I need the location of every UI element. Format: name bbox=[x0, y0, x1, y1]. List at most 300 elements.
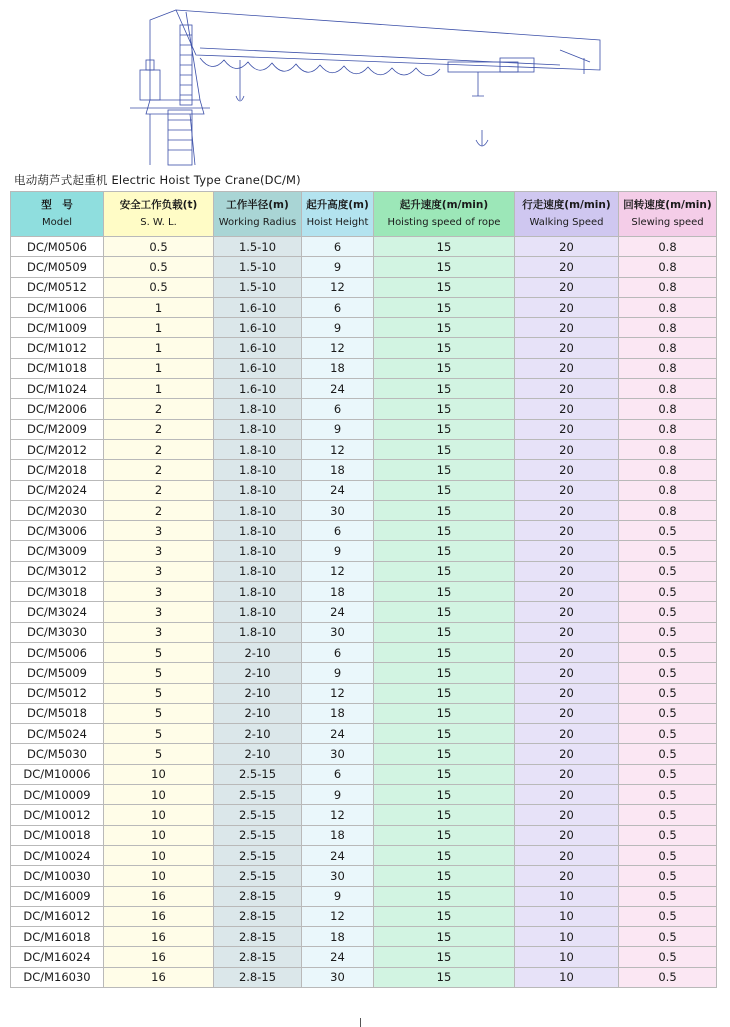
cell-model: DC/M0506 bbox=[11, 237, 104, 257]
cell-walking-speed: 20 bbox=[515, 866, 619, 886]
cell-working-radius: 1.8-10 bbox=[214, 439, 302, 459]
cell-walking-speed: 10 bbox=[515, 906, 619, 926]
cell-hoist-height: 18 bbox=[302, 358, 374, 378]
cell-model: DC/M5009 bbox=[11, 663, 104, 683]
cell-model: DC/M2024 bbox=[11, 480, 104, 500]
cell-hoisting-speed: 15 bbox=[374, 825, 515, 845]
cell-slewing-speed: 0.5 bbox=[619, 845, 717, 865]
cell-swl: 10 bbox=[104, 764, 214, 784]
cell-working-radius: 1.5-10 bbox=[214, 277, 302, 297]
cell-hoisting-speed: 15 bbox=[374, 845, 515, 865]
cell-walking-speed: 20 bbox=[515, 622, 619, 642]
table-row bbox=[11, 399, 717, 419]
cell-working-radius: 1.8-10 bbox=[214, 602, 302, 622]
cell-working-radius: 1.8-10 bbox=[214, 500, 302, 520]
cell-model: DC/M10012 bbox=[11, 805, 104, 825]
cell-hoist-height: 9 bbox=[302, 886, 374, 906]
cell-hoisting-speed: 15 bbox=[374, 967, 515, 987]
table-row bbox=[11, 237, 717, 257]
cell-model: DC/M3009 bbox=[11, 541, 104, 561]
cell-hoist-height: 9 bbox=[302, 541, 374, 561]
cell-hoist-height: 30 bbox=[302, 967, 374, 987]
cell-swl: 5 bbox=[104, 744, 214, 764]
cell-hoisting-speed: 15 bbox=[374, 866, 515, 886]
cell-working-radius: 2.5-15 bbox=[214, 785, 302, 805]
cell-model: DC/M2030 bbox=[11, 500, 104, 520]
cell-model: DC/M3018 bbox=[11, 582, 104, 602]
cell-slewing-speed: 0.8 bbox=[619, 379, 717, 399]
cell-swl: 1 bbox=[104, 297, 214, 317]
cell-walking-speed: 20 bbox=[515, 683, 619, 703]
cell-model: DC/M16018 bbox=[11, 927, 104, 947]
cell-working-radius: 2-10 bbox=[214, 683, 302, 703]
cell-working-radius: 2.5-15 bbox=[214, 825, 302, 845]
table-row bbox=[11, 744, 717, 764]
cell-hoist-height: 12 bbox=[302, 439, 374, 459]
cell-working-radius: 2.5-15 bbox=[214, 805, 302, 825]
cell-swl: 1 bbox=[104, 318, 214, 338]
table-row bbox=[11, 663, 717, 683]
table-row bbox=[11, 602, 717, 622]
cell-model: DC/M16030 bbox=[11, 967, 104, 987]
cell-hoisting-speed: 15 bbox=[374, 703, 515, 723]
cell-model: DC/M1018 bbox=[11, 358, 104, 378]
cell-working-radius: 2.8-15 bbox=[214, 906, 302, 926]
cell-walking-speed: 20 bbox=[515, 237, 619, 257]
cell-swl: 0.5 bbox=[104, 237, 214, 257]
cell-working-radius: 1.8-10 bbox=[214, 460, 302, 480]
cell-swl: 1 bbox=[104, 338, 214, 358]
cell-working-radius: 2.5-15 bbox=[214, 764, 302, 784]
cell-hoist-height: 6 bbox=[302, 521, 374, 541]
cell-walking-speed: 20 bbox=[515, 379, 619, 399]
cell-swl: 10 bbox=[104, 866, 214, 886]
cell-hoisting-speed: 15 bbox=[374, 906, 515, 926]
cell-hoist-height: 6 bbox=[302, 399, 374, 419]
cell-hoist-height: 6 bbox=[302, 237, 374, 257]
cell-hoist-height: 12 bbox=[302, 805, 374, 825]
cell-hoisting-speed: 15 bbox=[374, 297, 515, 317]
cell-model: DC/M3012 bbox=[11, 561, 104, 581]
cell-model: DC/M10030 bbox=[11, 866, 104, 886]
cell-model: DC/M10009 bbox=[11, 785, 104, 805]
cell-walking-speed: 10 bbox=[515, 947, 619, 967]
cell-working-radius: 1.8-10 bbox=[214, 521, 302, 541]
cell-model: DC/M5018 bbox=[11, 703, 104, 723]
cell-hoisting-speed: 15 bbox=[374, 358, 515, 378]
cell-swl: 2 bbox=[104, 439, 214, 459]
cell-walking-speed: 20 bbox=[515, 785, 619, 805]
cell-hoisting-speed: 15 bbox=[374, 663, 515, 683]
cell-walking-speed: 20 bbox=[515, 439, 619, 459]
cell-slewing-speed: 0.8 bbox=[619, 439, 717, 459]
cell-hoisting-speed: 15 bbox=[374, 439, 515, 459]
cell-hoist-height: 12 bbox=[302, 277, 374, 297]
spec-table bbox=[10, 191, 717, 988]
cell-working-radius: 2-10 bbox=[214, 642, 302, 662]
cell-swl: 5 bbox=[104, 683, 214, 703]
cell-model: DC/M1009 bbox=[11, 318, 104, 338]
crane-drawing bbox=[0, 0, 730, 170]
cell-swl: 0.5 bbox=[104, 257, 214, 277]
table-row bbox=[11, 845, 717, 865]
cell-hoisting-speed: 15 bbox=[374, 500, 515, 520]
cell-model: DC/M0509 bbox=[11, 257, 104, 277]
cell-model: DC/M2012 bbox=[11, 439, 104, 459]
cell-working-radius: 2.5-15 bbox=[214, 866, 302, 886]
cell-hoisting-speed: 15 bbox=[374, 683, 515, 703]
cell-walking-speed: 20 bbox=[515, 724, 619, 744]
cell-hoist-height: 24 bbox=[302, 845, 374, 865]
cell-working-radius: 2.8-15 bbox=[214, 947, 302, 967]
table-row bbox=[11, 541, 717, 561]
cell-working-radius: 1.6-10 bbox=[214, 379, 302, 399]
cell-working-radius: 2.5-15 bbox=[214, 845, 302, 865]
cell-hoist-height: 30 bbox=[302, 744, 374, 764]
cell-slewing-speed: 0.5 bbox=[619, 561, 717, 581]
cell-slewing-speed: 0.5 bbox=[619, 886, 717, 906]
cell-swl: 2 bbox=[104, 399, 214, 419]
cell-working-radius: 1.8-10 bbox=[214, 622, 302, 642]
cell-swl: 5 bbox=[104, 724, 214, 744]
cell-hoisting-speed: 15 bbox=[374, 277, 515, 297]
cell-working-radius: 2-10 bbox=[214, 663, 302, 683]
cell-working-radius: 2-10 bbox=[214, 724, 302, 744]
cell-hoist-height: 6 bbox=[302, 764, 374, 784]
table-row bbox=[11, 825, 717, 845]
cell-hoisting-speed: 15 bbox=[374, 785, 515, 805]
table-row bbox=[11, 805, 717, 825]
cell-walking-speed: 20 bbox=[515, 460, 619, 480]
cell-slewing-speed: 0.5 bbox=[619, 724, 717, 744]
header-working-radius: 工作半径(m) Working Radius bbox=[214, 192, 302, 237]
table-row bbox=[11, 886, 717, 906]
table-row bbox=[11, 561, 717, 581]
cell-model: DC/M2009 bbox=[11, 419, 104, 439]
cell-walking-speed: 20 bbox=[515, 338, 619, 358]
cell-hoisting-speed: 15 bbox=[374, 460, 515, 480]
cell-walking-speed: 10 bbox=[515, 927, 619, 947]
cell-swl: 16 bbox=[104, 906, 214, 926]
cell-swl: 2 bbox=[104, 419, 214, 439]
cell-working-radius: 1.6-10 bbox=[214, 358, 302, 378]
cell-model: DC/M3030 bbox=[11, 622, 104, 642]
cell-hoisting-speed: 15 bbox=[374, 642, 515, 662]
table-row bbox=[11, 967, 717, 987]
cell-hoist-height: 24 bbox=[302, 379, 374, 399]
cell-walking-speed: 20 bbox=[515, 845, 619, 865]
cell-walking-speed: 20 bbox=[515, 663, 619, 683]
cell-hoist-height: 12 bbox=[302, 906, 374, 926]
cell-hoisting-speed: 15 bbox=[374, 947, 515, 967]
cell-working-radius: 1.8-10 bbox=[214, 399, 302, 419]
cell-walking-speed: 20 bbox=[515, 764, 619, 784]
cell-working-radius: 1.5-10 bbox=[214, 257, 302, 277]
cell-hoist-height: 30 bbox=[302, 500, 374, 520]
cell-hoist-height: 12 bbox=[302, 683, 374, 703]
cell-hoist-height: 18 bbox=[302, 582, 374, 602]
page-divider-tick bbox=[360, 1018, 361, 1027]
cell-hoist-height: 24 bbox=[302, 724, 374, 744]
cell-model: DC/M10018 bbox=[11, 825, 104, 845]
cell-swl: 10 bbox=[104, 805, 214, 825]
cell-working-radius: 2-10 bbox=[214, 744, 302, 764]
cell-slewing-speed: 0.5 bbox=[619, 683, 717, 703]
cell-model: DC/M16009 bbox=[11, 886, 104, 906]
cell-walking-speed: 20 bbox=[515, 318, 619, 338]
table-row bbox=[11, 521, 717, 541]
cell-hoisting-speed: 15 bbox=[374, 582, 515, 602]
cell-hoist-height: 30 bbox=[302, 622, 374, 642]
cell-slewing-speed: 0.8 bbox=[619, 237, 717, 257]
table-row bbox=[11, 338, 717, 358]
cell-working-radius: 1.5-10 bbox=[214, 237, 302, 257]
cell-slewing-speed: 0.5 bbox=[619, 785, 717, 805]
cell-hoisting-speed: 15 bbox=[374, 744, 515, 764]
cell-hoist-height: 12 bbox=[302, 561, 374, 581]
spec-table-body bbox=[11, 237, 717, 988]
cell-working-radius: 1.6-10 bbox=[214, 297, 302, 317]
cell-slewing-speed: 0.5 bbox=[619, 825, 717, 845]
table-row bbox=[11, 582, 717, 602]
table-row bbox=[11, 764, 717, 784]
table-row bbox=[11, 460, 717, 480]
cell-swl: 2 bbox=[104, 480, 214, 500]
cell-walking-speed: 20 bbox=[515, 582, 619, 602]
cell-swl: 2 bbox=[104, 460, 214, 480]
cell-walking-speed: 20 bbox=[515, 602, 619, 622]
cell-slewing-speed: 0.8 bbox=[619, 480, 717, 500]
cell-walking-speed: 20 bbox=[515, 825, 619, 845]
cell-slewing-speed: 0.8 bbox=[619, 297, 717, 317]
cell-hoist-height: 24 bbox=[302, 602, 374, 622]
cell-hoisting-speed: 15 bbox=[374, 805, 515, 825]
table-row bbox=[11, 480, 717, 500]
table-row bbox=[11, 318, 717, 338]
cell-model: DC/M0512 bbox=[11, 277, 104, 297]
cell-working-radius: 1.8-10 bbox=[214, 419, 302, 439]
cell-hoisting-speed: 15 bbox=[374, 541, 515, 561]
cell-hoisting-speed: 15 bbox=[374, 257, 515, 277]
cell-swl: 3 bbox=[104, 561, 214, 581]
cell-walking-speed: 20 bbox=[515, 805, 619, 825]
cell-hoist-height: 9 bbox=[302, 785, 374, 805]
cell-walking-speed: 20 bbox=[515, 642, 619, 662]
cell-slewing-speed: 0.5 bbox=[619, 642, 717, 662]
cell-walking-speed: 20 bbox=[515, 744, 619, 764]
cell-hoist-height: 6 bbox=[302, 297, 374, 317]
table-row bbox=[11, 257, 717, 277]
cell-hoisting-speed: 15 bbox=[374, 318, 515, 338]
cell-hoisting-speed: 15 bbox=[374, 237, 515, 257]
cell-slewing-speed: 0.8 bbox=[619, 399, 717, 419]
cell-slewing-speed: 0.5 bbox=[619, 541, 717, 561]
table-caption: 电动葫芦式起重机 Electric Hoist Type Crane(DC/M) bbox=[14, 173, 301, 187]
header-walking-speed: 行走速度(m/min) Walking Speed bbox=[515, 192, 619, 237]
cell-hoist-height: 9 bbox=[302, 663, 374, 683]
cell-walking-speed: 20 bbox=[515, 358, 619, 378]
cell-walking-speed: 20 bbox=[515, 277, 619, 297]
cell-walking-speed: 20 bbox=[515, 500, 619, 520]
header-swl: 安全工作负载(t) S. W. L. bbox=[104, 192, 214, 237]
cell-working-radius: 1.8-10 bbox=[214, 541, 302, 561]
cell-working-radius: 2.8-15 bbox=[214, 886, 302, 906]
cell-hoisting-speed: 15 bbox=[374, 399, 515, 419]
cell-slewing-speed: 0.8 bbox=[619, 419, 717, 439]
cell-hoisting-speed: 15 bbox=[374, 379, 515, 399]
cell-model: DC/M1012 bbox=[11, 338, 104, 358]
cell-swl: 3 bbox=[104, 582, 214, 602]
cell-model: DC/M16012 bbox=[11, 906, 104, 926]
table-row bbox=[11, 927, 717, 947]
table-row bbox=[11, 866, 717, 886]
header-hoist-height: 起升高度(m) Hoist Height bbox=[302, 192, 374, 237]
table-row bbox=[11, 785, 717, 805]
cell-hoisting-speed: 15 bbox=[374, 927, 515, 947]
table-row bbox=[11, 703, 717, 723]
cell-swl: 0.5 bbox=[104, 277, 214, 297]
cell-swl: 3 bbox=[104, 622, 214, 642]
cell-hoist-height: 18 bbox=[302, 927, 374, 947]
cell-hoist-height: 9 bbox=[302, 318, 374, 338]
table-row bbox=[11, 358, 717, 378]
table-row bbox=[11, 419, 717, 439]
cell-hoisting-speed: 15 bbox=[374, 561, 515, 581]
cell-model: DC/M5006 bbox=[11, 642, 104, 662]
cell-slewing-speed: 0.5 bbox=[619, 744, 717, 764]
cell-slewing-speed: 0.5 bbox=[619, 602, 717, 622]
header-slewing-speed: 回转速度(m/min) Slewing speed bbox=[619, 192, 717, 237]
cell-model: DC/M16024 bbox=[11, 947, 104, 967]
cell-hoisting-speed: 15 bbox=[374, 602, 515, 622]
cell-swl: 1 bbox=[104, 358, 214, 378]
cell-slewing-speed: 0.5 bbox=[619, 521, 717, 541]
cell-hoist-height: 18 bbox=[302, 703, 374, 723]
cell-slewing-speed: 0.5 bbox=[619, 663, 717, 683]
cell-slewing-speed: 0.5 bbox=[619, 764, 717, 784]
table-row bbox=[11, 622, 717, 642]
cell-hoist-height: 30 bbox=[302, 866, 374, 886]
cell-hoist-height: 9 bbox=[302, 419, 374, 439]
cell-hoisting-speed: 15 bbox=[374, 521, 515, 541]
header-model: 型 号 Model bbox=[11, 192, 104, 237]
cell-swl: 3 bbox=[104, 521, 214, 541]
cell-hoisting-speed: 15 bbox=[374, 338, 515, 358]
header-hoisting-speed: 起升速度(m/min) Hoisting speed of rope bbox=[374, 192, 515, 237]
cell-model: DC/M10006 bbox=[11, 764, 104, 784]
cell-working-radius: 1.8-10 bbox=[214, 582, 302, 602]
table-row bbox=[11, 642, 717, 662]
cell-model: DC/M2018 bbox=[11, 460, 104, 480]
table-row bbox=[11, 277, 717, 297]
cell-working-radius: 1.6-10 bbox=[214, 318, 302, 338]
cell-working-radius: 1.8-10 bbox=[214, 561, 302, 581]
cell-hoisting-speed: 15 bbox=[374, 886, 515, 906]
cell-hoist-height: 6 bbox=[302, 642, 374, 662]
cell-swl: 16 bbox=[104, 967, 214, 987]
cell-swl: 1 bbox=[104, 379, 214, 399]
cell-slewing-speed: 0.8 bbox=[619, 358, 717, 378]
cell-hoist-height: 12 bbox=[302, 338, 374, 358]
cell-hoist-height: 9 bbox=[302, 257, 374, 277]
cell-swl: 10 bbox=[104, 845, 214, 865]
cell-model: DC/M1024 bbox=[11, 379, 104, 399]
table-row bbox=[11, 379, 717, 399]
cell-model: DC/M10024 bbox=[11, 845, 104, 865]
cell-slewing-speed: 0.8 bbox=[619, 318, 717, 338]
cell-model: DC/M1006 bbox=[11, 297, 104, 317]
cell-hoisting-speed: 15 bbox=[374, 419, 515, 439]
cell-hoist-height: 18 bbox=[302, 460, 374, 480]
cell-walking-speed: 20 bbox=[515, 480, 619, 500]
cell-model: DC/M5030 bbox=[11, 744, 104, 764]
cell-hoisting-speed: 15 bbox=[374, 724, 515, 744]
cell-model: DC/M5012 bbox=[11, 683, 104, 703]
cell-working-radius: 1.8-10 bbox=[214, 480, 302, 500]
table-row bbox=[11, 683, 717, 703]
cell-swl: 3 bbox=[104, 541, 214, 561]
cell-slewing-speed: 0.5 bbox=[619, 622, 717, 642]
cell-hoist-height: 18 bbox=[302, 825, 374, 845]
header-row bbox=[11, 192, 717, 237]
cell-working-radius: 2.8-15 bbox=[214, 927, 302, 947]
cell-slewing-speed: 0.5 bbox=[619, 927, 717, 947]
cell-walking-speed: 10 bbox=[515, 967, 619, 987]
cell-walking-speed: 20 bbox=[515, 541, 619, 561]
cell-swl: 3 bbox=[104, 602, 214, 622]
cell-swl: 16 bbox=[104, 927, 214, 947]
cell-hoisting-speed: 15 bbox=[374, 764, 515, 784]
table-row bbox=[11, 906, 717, 926]
cell-walking-speed: 20 bbox=[515, 257, 619, 277]
cell-hoisting-speed: 15 bbox=[374, 622, 515, 642]
cell-slewing-speed: 0.5 bbox=[619, 866, 717, 886]
cell-slewing-speed: 0.5 bbox=[619, 703, 717, 723]
table-row bbox=[11, 500, 717, 520]
cell-working-radius: 1.6-10 bbox=[214, 338, 302, 358]
cell-slewing-speed: 0.8 bbox=[619, 338, 717, 358]
cell-hoist-height: 24 bbox=[302, 947, 374, 967]
cell-model: DC/M2006 bbox=[11, 399, 104, 419]
cell-walking-speed: 20 bbox=[515, 419, 619, 439]
cell-working-radius: 2-10 bbox=[214, 703, 302, 723]
table-row bbox=[11, 297, 717, 317]
cell-hoist-height: 24 bbox=[302, 480, 374, 500]
cell-slewing-speed: 0.5 bbox=[619, 906, 717, 926]
cell-slewing-speed: 0.5 bbox=[619, 805, 717, 825]
cell-walking-speed: 20 bbox=[515, 399, 619, 419]
cell-walking-speed: 20 bbox=[515, 703, 619, 723]
cell-hoisting-speed: 15 bbox=[374, 480, 515, 500]
cell-slewing-speed: 0.5 bbox=[619, 967, 717, 987]
table-row bbox=[11, 947, 717, 967]
cell-model: DC/M3006 bbox=[11, 521, 104, 541]
cell-walking-speed: 20 bbox=[515, 561, 619, 581]
cell-walking-speed: 20 bbox=[515, 297, 619, 317]
cell-swl: 10 bbox=[104, 825, 214, 845]
cell-slewing-speed: 0.8 bbox=[619, 460, 717, 480]
cell-swl: 5 bbox=[104, 703, 214, 723]
cell-working-radius: 2.8-15 bbox=[214, 967, 302, 987]
cell-swl: 16 bbox=[104, 947, 214, 967]
cell-slewing-speed: 0.5 bbox=[619, 947, 717, 967]
cell-model: DC/M3024 bbox=[11, 602, 104, 622]
cell-walking-speed: 10 bbox=[515, 886, 619, 906]
cell-slewing-speed: 0.8 bbox=[619, 257, 717, 277]
cell-swl: 5 bbox=[104, 642, 214, 662]
table-row bbox=[11, 439, 717, 459]
cell-slewing-speed: 0.8 bbox=[619, 277, 717, 297]
